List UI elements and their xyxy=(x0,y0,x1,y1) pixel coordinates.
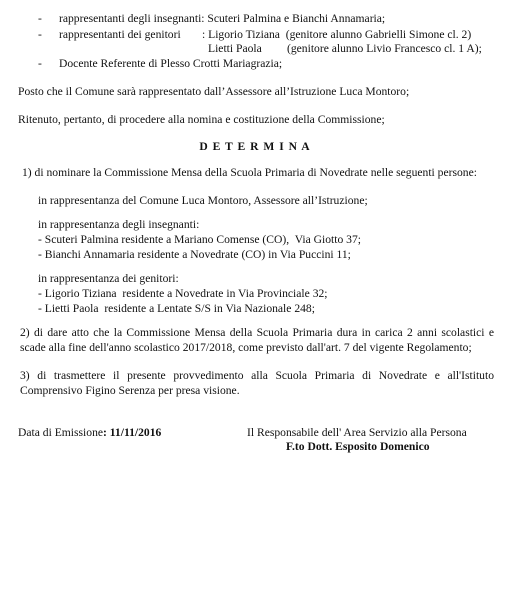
point-3-line: Comprensivo Figino Serenza per presa visione. xyxy=(20,384,240,397)
rep-genitori-heading: in rappresentanza dei genitori: xyxy=(38,272,179,285)
rep-insegnanti-heading: in rappresentanza degli insegnanti: xyxy=(38,218,200,231)
paragraph-posto: Posto che il Comune sarà rappresentato dall’Assessore all’Istruzione Luca Montoro; xyxy=(18,85,410,98)
bullet: - xyxy=(38,57,42,70)
point-1: 1) di nominare la Commissione Mensa della Scuola Primaria di Novedrate nelle seguenti persone: xyxy=(22,166,477,179)
paragraph-ritenuto: Ritenuto, pertanto, di procedere alla nomina e costituzione della Commissione; xyxy=(18,113,385,126)
list-item-note: (genitore alunno Livio Francesco cl. 1 A); xyxy=(287,42,482,55)
rep-comune: in rappresentanza del Comune Luca Montoro, Assessore all’Istruzione; xyxy=(38,194,368,207)
list-item-name: Lietti Paola xyxy=(208,42,262,55)
list-item: Docente Referente di Plesso Crotti Mariagrazia; xyxy=(59,57,283,70)
list-item-label: rappresentanti dei genitori xyxy=(59,28,181,41)
list-item-name: : Ligorio Tiziana (genitore alunno Gabrielli Simone cl. 2) xyxy=(202,28,472,41)
responsible-signature: F.to Dott. Esposito Domenico xyxy=(286,440,430,453)
responsible-title: Il Responsabile dell' Area Servizio alla Persona xyxy=(247,426,467,439)
bullet: - xyxy=(38,28,42,41)
rep-insegnanti-item: - Bianchi Annamaria residente a Novedrate (CO) in Via Puccini 11; xyxy=(38,248,351,261)
point-2-line: 2) di dare atto che la Commissione Mensa della Scuola Primaria dura in carica 2 anni scolastici e xyxy=(20,326,494,339)
rep-insegnanti-item: - Scuteri Palmina residente a Mariano Comense (CO), Via Giotto 37; xyxy=(38,233,361,246)
bullet: - xyxy=(38,12,42,25)
date-label: Data di Emissione xyxy=(18,426,104,439)
date-value: : 11/11/2016 xyxy=(103,426,162,439)
list-item: rappresentanti degli insegnanti: Scuteri Palmina e Bianchi Annamaria; xyxy=(59,12,386,25)
rep-genitori-item: - Ligorio Tiziana residente a Novedrate in Via Provinciale 32; xyxy=(38,287,328,300)
date-of-issue xyxy=(18,426,161,440)
determina-heading: D E T E R M I N A xyxy=(199,140,311,153)
point-3-line: 3) di trasmettere il presente provvedimento alla Scuola Primaria di Novedrate e all'Istituto xyxy=(20,369,494,382)
rep-genitori-item: - Lietti Paola residente a Lentate S/S in Via Nazionale 248; xyxy=(38,302,315,315)
point-2-line: scade alla fine dell'anno scolastico 2017/2018, come previsto dall'art. 7 del vigente Regolamento; xyxy=(20,341,472,354)
